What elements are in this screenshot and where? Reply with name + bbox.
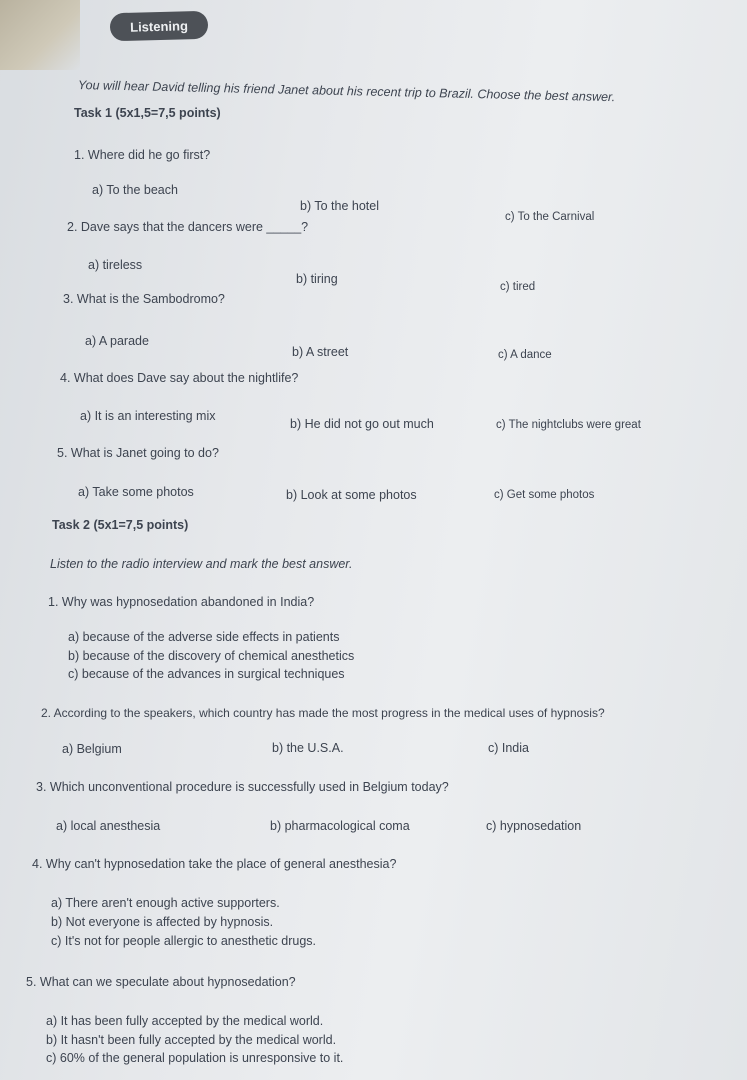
t2-q5-option-b: b) It hasn't been fully accepted by the medical world. [46,1033,337,1047]
t2-q4-option-c: c) It's not for people allergic to anesthetic drugs. [51,934,317,948]
t1-q2-option-b: b) tiring [296,272,338,286]
t1-q2-option-a: a) tireless [88,258,143,272]
t1-q4-option-a: a) It is an interesting mix [80,409,216,423]
t2-q5-option-c: c) 60% of the general population is unresponsive to it. [46,1051,344,1065]
t1-q1-option-b: b) To the hotel [300,199,379,213]
t1-q5-option-a: a) Take some photos [78,485,194,499]
t1-q3-option-c: c) A dance [498,349,552,361]
t2-q1-option-a: a) because of the adverse side effects in patients [68,630,340,644]
t2-q3-option-b: b) pharmacological coma [270,819,410,833]
t2-q1-question: 1. Why was hypnosedation abandoned in India? [48,595,315,609]
section-pill-listening: Listening [110,11,209,42]
t1-q1-question: 1. Where did he go first? [74,148,211,162]
intro-text: You will hear David telling his friend Janet about his recent trip to Brazil. Choose the best answer. [77,78,616,105]
t2-q2-option-a: a) Belgium [62,742,122,756]
background-corner [0,0,80,70]
t2-q3-question: 3. Which unconventional procedure is successfully used in Belgium today? [36,780,449,794]
task2-instruction: Listen to the radio interview and mark the best answer. [50,557,353,571]
t2-q3-option-a: a) local anesthesia [56,819,161,833]
t1-q4-option-c: c) The nightclubs were great [496,419,641,431]
t2-q1-option-c: c) because of the advances in surgical techniques [68,667,345,681]
t2-q4-question: 4. Why can't hypnosedation take the place of general anesthesia? [32,857,397,871]
t2-q2-option-c: c) India [488,741,529,755]
t1-q3-question: 3. What is the Sambodromo? [63,292,225,306]
task2-title: Task 2 (5x1=7,5 points) [52,518,189,532]
t1-q4-question: 4. What does Dave say about the nightlife? [60,371,299,385]
t1-q2-question: 2. Dave says that the dancers were _____? [67,220,309,234]
t1-q5-option-c: c) Get some photos [494,489,595,501]
t2-q5-option-a: a) It has been fully accepted by the medical world. [46,1014,324,1028]
t1-q4-option-b: b) He did not go out much [290,417,434,431]
t2-q4-option-a: a) There aren't enough active supporters. [51,896,280,910]
t2-q1-option-b: b) because of the discovery of chemical anesthetics [68,649,355,663]
t1-q3-option-b: b) A street [292,345,349,359]
t1-q5-option-b: b) Look at some photos [286,488,417,502]
t1-q3-option-a: a) A parade [85,334,149,348]
t2-q2-question: 2. According to the speakers, which country has made the most progress in the medical uses of hypnosis? [41,706,605,720]
t1-q5-question: 5. What is Janet going to do? [57,446,219,460]
t1-q2-option-c: c) tired [500,281,536,293]
t1-q1-option-c: c) To the Carnival [505,211,595,223]
task1-title: Task 1 (5x1,5=7,5 points) [74,106,221,120]
t2-q2-option-b: b) the U.S.A. [272,741,344,755]
t1-q1-option-a: a) To the beach [92,183,178,197]
t2-q4-option-b: b) Not everyone is affected by hypnosis. [51,915,274,929]
t2-q5-question: 5. What can we speculate about hypnosedation? [26,975,296,989]
t2-q3-option-c: c) hypnosedation [486,819,582,833]
